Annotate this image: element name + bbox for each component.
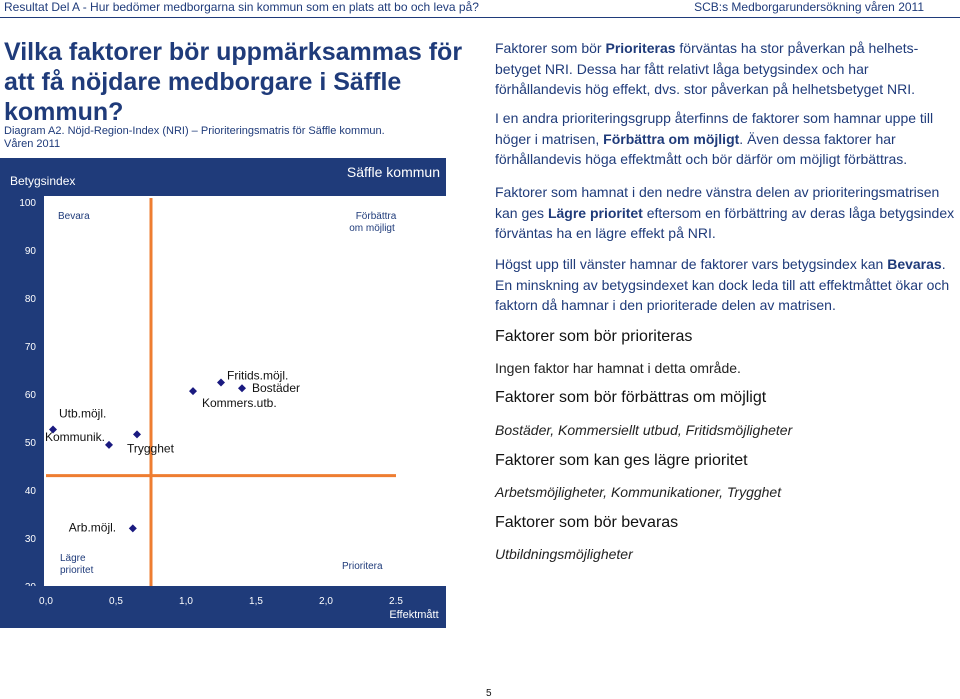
chart-svg — [0, 158, 446, 628]
x-tick-label: 1,0 — [179, 596, 193, 607]
p4-text-c: . En minskning av betygsindexet kan dock leda till att effektmåttet ökar och faktorn då hamnar i den prioriterade delen av matrisen. — [495, 256, 950, 313]
heading-forbattras: Faktorer som bör förbättras om möjligt — [495, 389, 767, 406]
p4-bold: Bevaras — [887, 256, 942, 272]
p2-bold: Förbättra om möjligt — [603, 130, 740, 147]
heading-bevaras: Faktorer som bör bevaras — [495, 514, 679, 531]
quadrant-label-forbattra-2: om möjligt — [349, 223, 395, 234]
data-point-label: Arb.möjl. — [68, 520, 117, 535]
header-right: SCB:s Medborgarundersökning våren 2011 — [694, 0, 924, 14]
y-tick-label: 70 — [24, 342, 36, 353]
data-point-label: Kommunik. — [45, 429, 106, 444]
priority-matrix-chart — [0, 158, 446, 628]
y-axis-strip — [0, 196, 44, 628]
y-tick-label: 60 — [24, 390, 36, 401]
header-rule — [0, 17, 960, 18]
header-left: Resultat Del A - Hur bedömer medborgarna sin kommun som en plats att bo och leva på? — [4, 0, 479, 14]
p3-text-c: eftersom en förbättring av deras låga betygsindex förväntas ha en lägre effekt på NRI. — [495, 204, 955, 241]
chart-title: Säffle kommun — [346, 164, 440, 180]
y-tick-label: 40 — [24, 486, 36, 497]
p1-text-c: förväntas ha stor påverkan på helhets-betyget NRI. Dessa har fått relativt låga betygsindex och har förhållandevis hög effekt, dvs. stor påverkan på helhetsbetyget NRI. — [495, 40, 919, 97]
quadrant-label-lagre-1: Lägre — [60, 553, 86, 564]
x-tick-label: 0,5 — [109, 596, 123, 607]
text-bevaras: Utbildningsmöjligheter — [495, 546, 633, 562]
y-tick-label: 100 — [19, 198, 36, 209]
p4-text-a: Högst upp till vänster hamnar de faktorer vars betygsindex kan — [495, 256, 888, 272]
p3-text-a: Faktorer som hamnat i den nedre vänstra delen av prioriteringsmatrisen kan ges — [495, 184, 940, 221]
quadrant-label-bevara: Bevara — [58, 211, 90, 222]
quadrant-label-prioritera: Prioritera — [342, 561, 383, 572]
x-axis-title: Effektmått — [389, 609, 439, 621]
text-forbattras: Bostäder, Kommersiellt utbud, Fritidsmöjligheter — [495, 422, 793, 438]
quadrant-label-forbattra-1: Förbättra — [355, 211, 397, 222]
caption-line-1: Diagram A2. Nöjd-Region-Index (NRI) – Prioriteringsmatris för Säffle kommun. — [4, 125, 385, 137]
y-tick-label: 80 — [24, 294, 36, 305]
text-prioriteras: Ingen faktor har hamnat i detta område. — [495, 360, 741, 376]
data-point-label: Utb.möjl. — [59, 406, 107, 421]
quadrant-label-lagre-2: prioritet — [60, 565, 94, 576]
y-tick-label: 90 — [24, 246, 36, 257]
page-header — [0, 0, 960, 14]
page-number: 5 — [486, 688, 492, 699]
diagram-caption — [4, 125, 464, 151]
x-axis-strip — [0, 586, 446, 628]
paragraph-forbattra — [495, 108, 955, 170]
p2-text-c: . Även dessa faktorer har förhållandevis höga effektmått och bör därför om möjligt förbättras. — [495, 130, 908, 167]
text-lagre: Arbetsmöjligheter, Kommunikationer, Trygghet — [495, 484, 782, 500]
data-point-label: Bostäder — [252, 381, 301, 396]
x-tick-label: 0,0 — [39, 596, 53, 607]
y-tick-label: 30 — [24, 534, 36, 545]
paragraph-bevaras — [495, 254, 955, 316]
x-tick-label: 1,5 — [249, 596, 263, 607]
heading-prioriteras: Faktorer som bör prioriteras — [495, 328, 693, 345]
data-point-label: Kommers.utb. — [202, 396, 277, 411]
x-tick-label: 2.5 — [389, 596, 403, 607]
p2-text-a: I en andra prioriteringsgrupp återfinns de faktorer som hamnar uppe till höger i matrisen, — [495, 110, 934, 147]
p1-text-a: Faktorer som bör — [495, 40, 606, 56]
paragraph-lagre-prioritet — [495, 182, 955, 244]
page-title: Vilka faktorer bör uppmärksammas för att få nöjdare medborgare i Säffle kommun? — [4, 38, 463, 126]
y-axis-title: Betygsindex — [10, 174, 76, 188]
x-tick-label: 2,0 — [319, 596, 333, 607]
caption-line-2: Våren 2011 — [4, 138, 61, 150]
paragraph-prioriteras — [495, 38, 955, 100]
heading-lagre: Faktorer som kan ges lägre prioritet — [495, 452, 748, 469]
p3-bold: Lägre prioritet — [547, 204, 643, 221]
data-point-label: Fritids.möjl. — [227, 368, 289, 383]
data-point-label: Trygghet — [127, 441, 174, 456]
y-tick-label: 50 — [24, 438, 36, 449]
p1-bold: Prioriteras — [605, 40, 676, 56]
